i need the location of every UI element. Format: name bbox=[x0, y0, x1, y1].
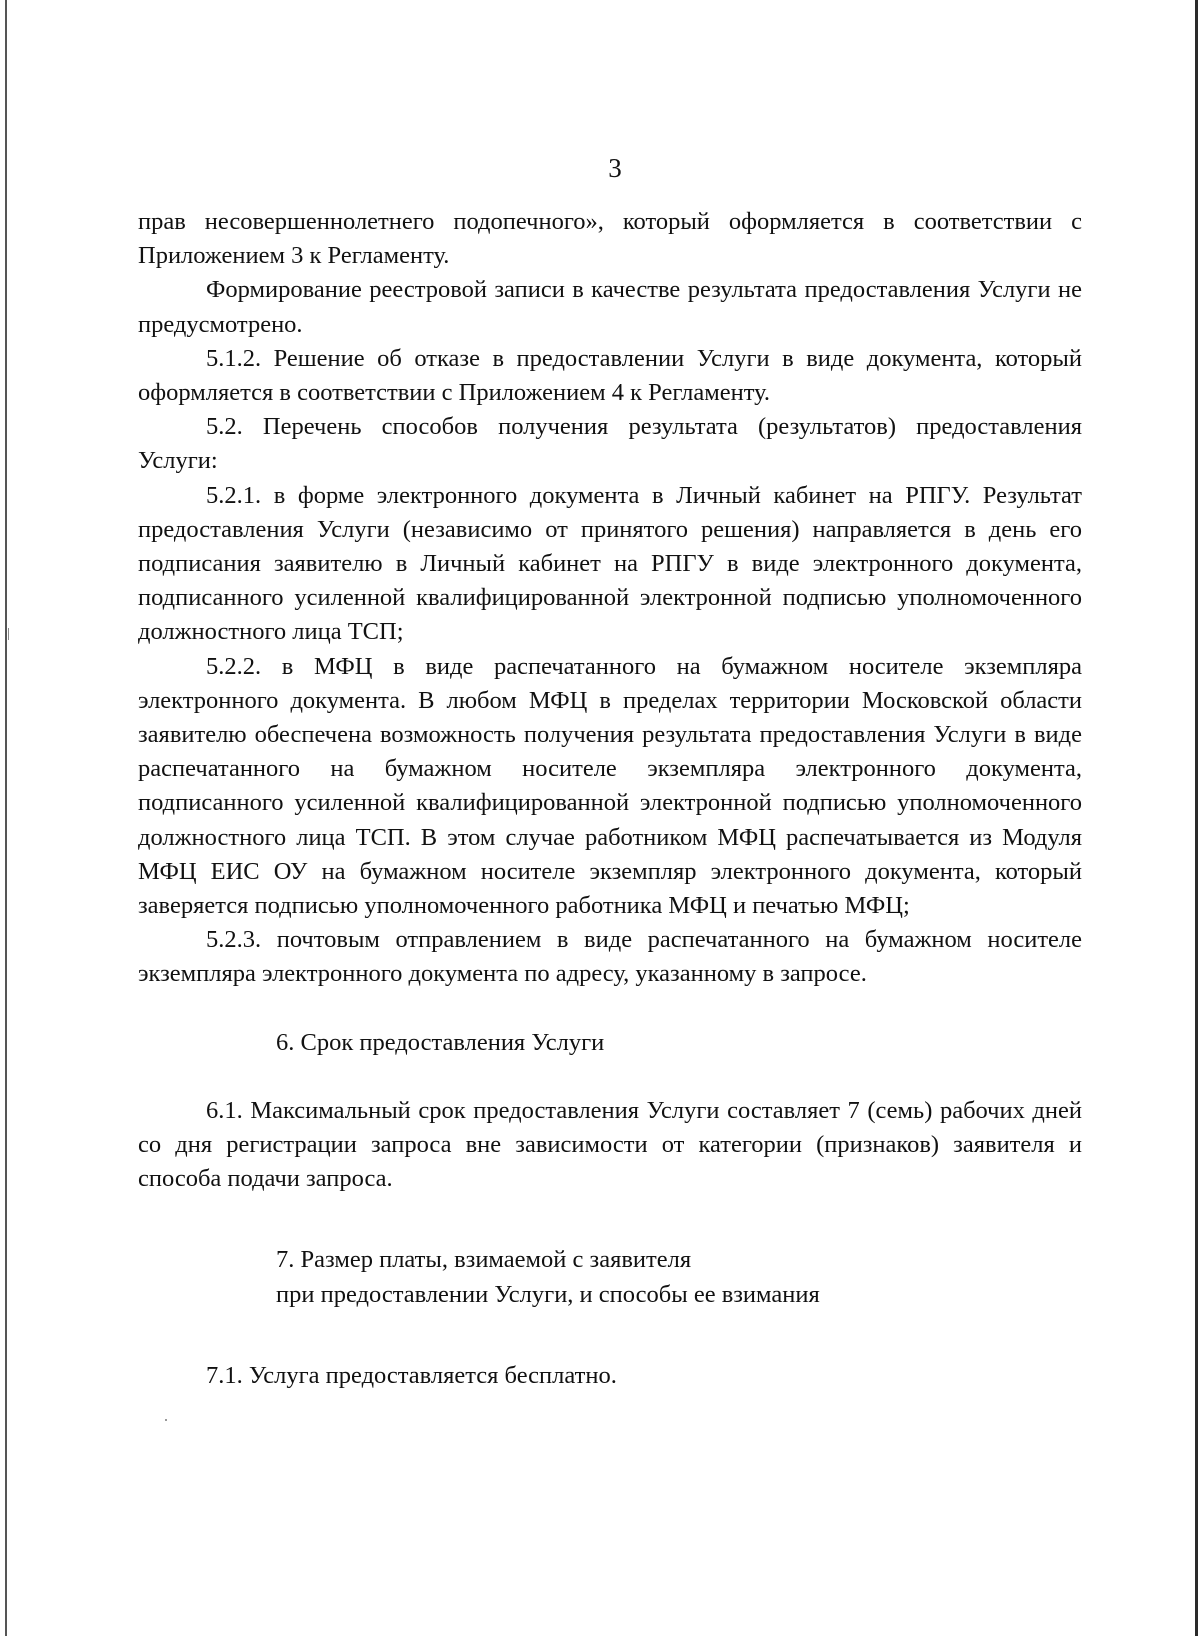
scan-edge-right bbox=[1195, 0, 1198, 1636]
scan-artifact-dot bbox=[165, 1419, 167, 1421]
paragraph-5-2-2: 5.2.2. в МФЦ в виде распечатанного на бумажном носителе экземпляра электронного документа. В любом МФЦ в пределах территории Московской области заявителю обеспечена возможность получения результата предоставления Услуги в виде распечатанного на бумажном носителе экземпляра электронного документа, подписанного усиленной квалифицированной электронной подписью уполномоченного должностного лица ТСП. В этом случае работником МФЦ распечатывается из Модуля МФЦ ЕИС ОУ на бумажном носителе экземпляр электронного документа, который заверяется подписью уполномоченного работника МФЦ и печатью МФЦ; bbox=[138, 652, 1082, 920]
paragraph-5-2-3: 5.2.3. почтовым отправлением в виде распечатанного на бумажном носителе экземпляра электронного документа по адресу, указанному в запросе. bbox=[138, 926, 1082, 988]
section-6-heading: 6. Срок предоставления Услуги bbox=[276, 1028, 605, 1056]
scan-artifact bbox=[8, 628, 9, 640]
scan-edge-left bbox=[5, 0, 7, 1636]
section-7-heading-line2: при предоставлении Услуги, и способы ее взимания bbox=[276, 1280, 820, 1308]
paragraph-7-1: 7.1. Услуга предоставляется бесплатно. bbox=[206, 1361, 617, 1389]
paragraph-5-1-2: 5.1.2. Решение об отказе в предоставлении Услуги в виде документа, который оформляется в соответствии с Приложением 4 к Регламенту. bbox=[138, 344, 1082, 407]
paragraph-5-2: 5.2. Перечень способов получения результата (результатов) предоставления Услуги: bbox=[138, 413, 1082, 475]
page-number: 3 bbox=[608, 153, 622, 183]
spacer bbox=[138, 1312, 1082, 1359]
document-body bbox=[138, 205, 1082, 1393]
paragraph-continuation: прав несовершеннолетнего подопечного», который оформляется в соответствии с Приложением 3 к Регламенту. bbox=[138, 208, 1082, 270]
paragraph-registry-record: Формирование реестровой записи в качестве результата предоставления Услуги не предусмотрено. bbox=[138, 276, 1082, 338]
spacer bbox=[138, 992, 1082, 1026]
spacer bbox=[138, 1196, 1082, 1243]
paragraph-6-1: 6.1. Максимальный срок предоставления Услуги составляет 7 (семь) рабочих дней со дня регистрации запроса вне зависимости от категории (признаков) заявителя и способа подачи запроса. bbox=[138, 1096, 1082, 1193]
paragraph-5-2-1: 5.2.1. в форме электронного документа в Личный кабинет на РПГУ. Результат предоставления Услуги (независимо от принятого решения) направляется в день его подписания заявителю в Личный кабинет на РПГУ в виде электронного документа, подписанного усиленной квалифицированной электронной подписью уполномоченного должностного лица ТСП; bbox=[138, 481, 1082, 646]
spacer bbox=[138, 1060, 1082, 1094]
section-7-heading-line1: 7. Размер платы, взимаемой с заявителя bbox=[276, 1246, 692, 1274]
